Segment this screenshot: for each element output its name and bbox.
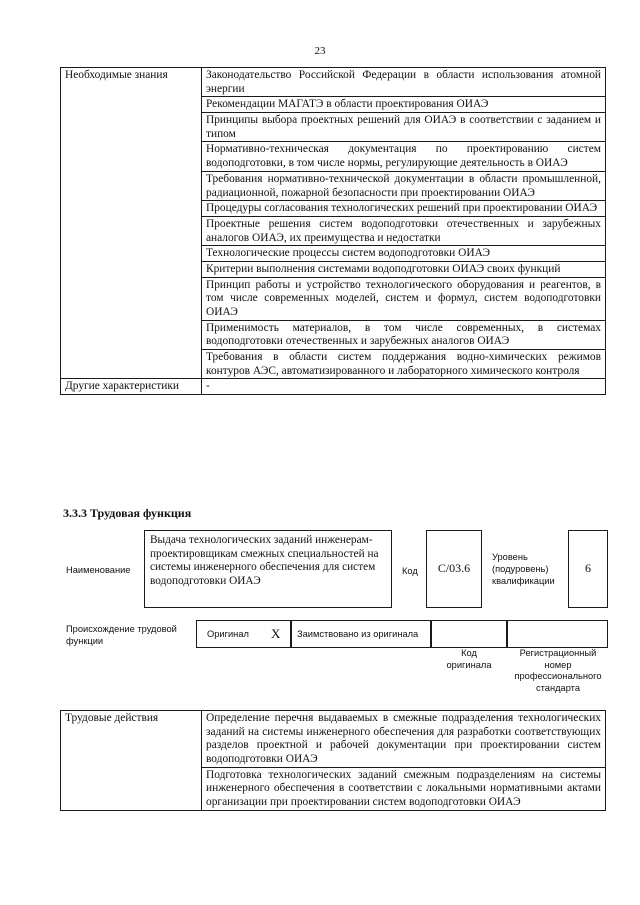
borrowed-label: Заимствовано из оригинала bbox=[297, 629, 419, 639]
qualification-level: 6 bbox=[585, 561, 591, 575]
knowledge-item: Требования в области систем поддержания водно-химических режимов контуров АЭС, автоматизированного и лабораторного химического контроля bbox=[202, 350, 606, 379]
borrowed-box bbox=[290, 620, 432, 648]
registration-number-caption: Регистрационный номер профессионального стандарта bbox=[514, 648, 602, 693]
knowledge-item: Технологические процессы систем водоподготовки ОИАЭ bbox=[202, 246, 606, 262]
knowledge-item: Критерии выполнения системами водоподготовки ОИАЭ своих функций bbox=[202, 261, 606, 277]
other-characteristics-label: Другие характеристики bbox=[61, 379, 202, 395]
level-label: Уровень (подуровень) квалификации bbox=[492, 552, 555, 587]
knowledge-item: Проектные решения систем водоподготовки отечественных и зарубежных аналогов ОИАЭ, их преимущества и недостатки bbox=[202, 216, 606, 245]
code-label: Код bbox=[402, 566, 418, 576]
function-code: C/03.6 bbox=[437, 561, 471, 575]
code-box bbox=[426, 530, 482, 608]
knowledge-item: Принципы выбора проектных решений для ОИАЭ в соответствии с заданием и типом bbox=[202, 113, 606, 142]
knowledge-table bbox=[60, 67, 606, 395]
section-heading: 3.3.3 Трудовая функция bbox=[63, 506, 192, 520]
knowledge-item: Принцип работы и устройство технологического оборудования и реагентов, в том числе современных моделей, систем и формул, систем водоподготовки ОИАЭ bbox=[202, 277, 606, 320]
page-number: 23 bbox=[314, 45, 326, 57]
action-item: Определение перечня выдаваемых в смежные подразделения технологических заданий на системы инженерного обеспечения для разработки соответствующих разделов проектной и рабочей документации при проектировании систем водоподготовки ОИАЭ bbox=[202, 711, 606, 768]
function-name: Выдача технологических заданий инженерам-проектировщикам смежных специальностей на системы инженерного обеспечения для систем водоподготовки ОИАЭ bbox=[150, 534, 379, 587]
original-code-box bbox=[430, 620, 508, 648]
registration-number-box bbox=[506, 620, 608, 648]
knowledge-item: Процедуры согласования технологических решений при проектировании ОИАЭ bbox=[202, 201, 606, 217]
original-label: Оригинал bbox=[207, 629, 249, 639]
knowledge-item: Требования нормативно-технической документации в области промышленной, радиационной, пожарной безопасности при проектировании ОИАЭ bbox=[202, 171, 606, 200]
origin-label: Происхождение трудовой функции bbox=[66, 624, 177, 646]
knowledge-label: Необходимые знания bbox=[61, 68, 202, 379]
table-row bbox=[61, 68, 606, 97]
name-box bbox=[144, 530, 392, 608]
table-row bbox=[61, 711, 606, 768]
actions-table bbox=[60, 710, 606, 811]
knowledge-item: Рекомендации МАГАТЭ в области проектирования ОИАЭ bbox=[202, 97, 606, 113]
table-row bbox=[61, 379, 606, 395]
original-mark: X bbox=[271, 626, 281, 641]
knowledge-item: Законодательство Российской Федерации в области использования атомной энергии bbox=[202, 68, 606, 97]
action-item: Подготовка технологических заданий смежным подразделениям на системы инженерного обеспечения в соответствии с локальными нормативными актами организации при проектировании систем водоподготовки ОИАЭ bbox=[202, 767, 606, 810]
original-box bbox=[196, 620, 292, 648]
knowledge-item: Применимость материалов, в том числе современных, в системах водоподготовки отечественных и зарубежных аналогов ОИАЭ bbox=[202, 320, 606, 349]
actions-label: Трудовые действия bbox=[61, 711, 202, 811]
other-characteristics-value: - bbox=[202, 379, 606, 395]
name-label: Наименование bbox=[66, 565, 131, 575]
level-box bbox=[568, 530, 608, 608]
original-code-caption: Код оригинала bbox=[446, 648, 492, 670]
knowledge-item: Нормативно-техническая документация по проектированию систем водоподготовки, в том числе нормы, регулирующие деятельность в ОИАЭ bbox=[202, 142, 606, 171]
